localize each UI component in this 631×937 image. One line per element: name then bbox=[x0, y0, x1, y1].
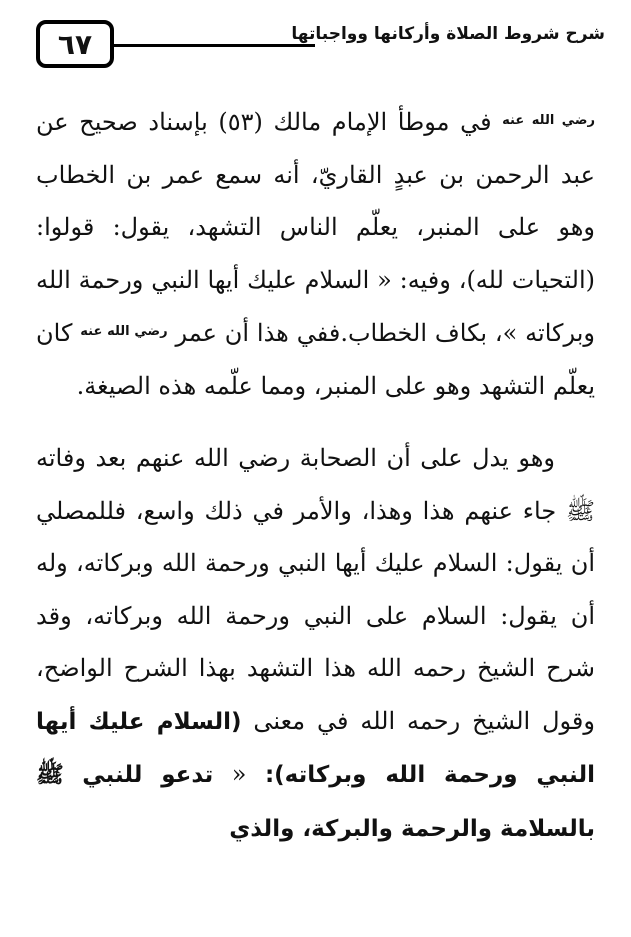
paragraph-1-text-a: في موطأ الإمام مالك (٥٣) بإسناد صحيح عن عبد الرحمن بن عبدٍ القاريّ، أنه سمع عمر بن الخطاب وهو على المنبر، يعلّم الناس التشهد، يقول: قولوا: (التحيات لله)، وفيه: « السلام عليك أيها النبي ورحمة الله وبركاته »، بكاف الخطاب.ففي هذا أن عمر bbox=[36, 108, 595, 347]
honorific-radiallahu-anhu: رضي الله عنه bbox=[502, 113, 595, 128]
page-header bbox=[36, 18, 605, 78]
paragraph-2-text-b: جاء عنهم هذا وهذا، والأمر في ذلك واسع، فللمصلي أن يقول: السلام عليك أيها النبي ورحمة الله وبركاته، وله أن يقول: السلام على النبي ورحمة الله وبركاته، وقد شرح الشيخ رحمه الله هذا التشهد بهذا الشرح الواضح، وقول الشيخ رحمه الله في معنى bbox=[36, 496, 595, 735]
page-body bbox=[36, 95, 595, 855]
page-number: ٦٧ bbox=[36, 20, 114, 68]
bold-quote-text-b: بالسلامة والرحمة والبركة، والذي bbox=[229, 815, 595, 842]
paragraph-1-text-b: كان يعلّم التشهد وهو على المنبر، ومما علّمه هذه الصيغة. bbox=[36, 319, 595, 400]
honorific-radiallahu-anhu-umar: رضي الله عنه bbox=[80, 324, 168, 339]
bold-salam-phrase: (السلام عليك أيها النبي ورحمة الله وبركاته): bbox=[36, 708, 595, 788]
bold-quote-text-a: تدعو للنبي bbox=[82, 762, 214, 788]
paragraph-1 bbox=[36, 95, 595, 412]
paragraph-2 bbox=[36, 432, 595, 855]
paragraph-2-text-a: وهو يدل على أن الصحابة رضي الله عنهم بعد وفاته bbox=[36, 444, 555, 472]
running-title: شرح شروط الصلاة وأركانها وواجباتها bbox=[291, 24, 605, 44]
header-rule bbox=[114, 44, 315, 47]
quote-open-mark: « bbox=[231, 760, 247, 788]
honorific-salla-allahu-alayhi-2: ﷺ bbox=[36, 762, 64, 788]
honorific-salla-allahu-alayhi: ﷺ bbox=[566, 496, 595, 525]
